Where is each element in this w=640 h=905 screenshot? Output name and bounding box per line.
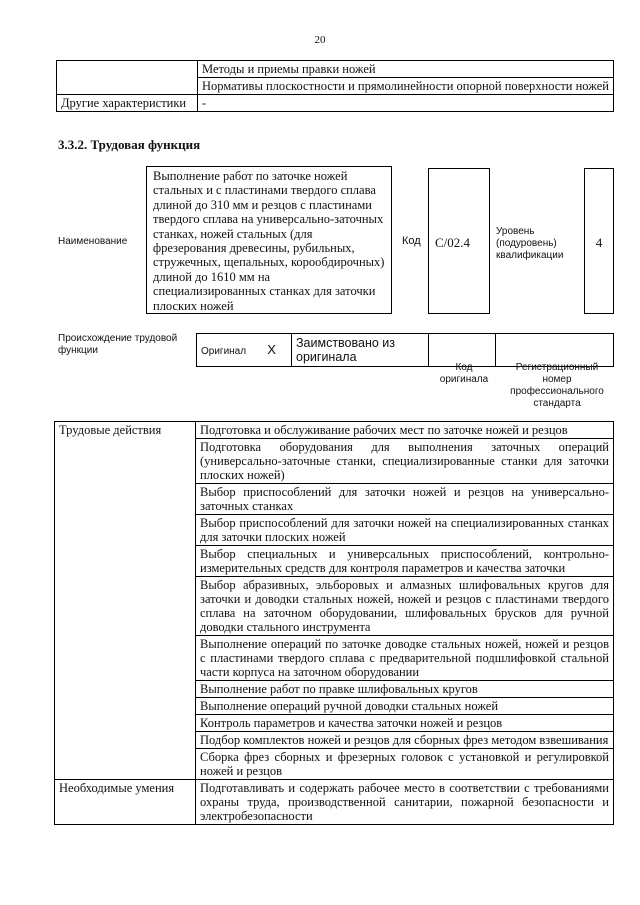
- table-row: [57, 95, 614, 112]
- function-name-box: Выполнение работ по заточке ножей стальных и с пластинами твердого сплава длиной до 310 мм и резцов с пластинами твердого сплава на универсально-заточных станках, ножей стальных (для фрезерования древесины, рубильных, стружечных, щепальных, корообдирочных) длиной до 1610 мм на специализированных станках для заточки плоских ножей: [146, 166, 392, 314]
- required-skills-item: Подготавливать и содержать рабочее место в соответствии с требованиями охраны труда, производственной санитарии, пожарной безопасности и электробезопасности: [196, 780, 614, 825]
- reg-number-label: Регистрационный номер профессионального стандарта: [510, 362, 604, 409]
- row-label-empty: [57, 61, 198, 95]
- labor-actions-item: Сборка фрез сборных и фрезерных головок с установкой и регулировкой ножей и резцов: [196, 749, 614, 780]
- table-row: [55, 780, 614, 825]
- row-label-other-characteristics: Другие характеристики: [57, 95, 198, 112]
- labor-actions-label: Трудовые действия: [55, 422, 196, 780]
- table-cell: -: [198, 95, 614, 112]
- labor-actions-item: Подбор комплектов ножей и резцов для сборных фрез методом взвешивания: [196, 732, 614, 749]
- table-cell: Нормативы плоскостности и прямолинейности опорной поверхности ножей: [198, 78, 614, 95]
- labor-actions-item: Выполнение операций по заточке доводке стальных ножей, ножей и резцов с пластинами твердого сплава с предварительной подшлифовкой стальной части корпуса на заточном оборудовании: [196, 636, 614, 681]
- level-value-box: 4: [584, 168, 614, 314]
- required-skills-label: Необходимые умения: [55, 780, 196, 825]
- labor-actions-item: Выполнение работ по правке шлифовальных кругов: [196, 681, 614, 698]
- labor-actions-item: Подготовка и обслуживание рабочих мест по заточке ножей и резцов: [196, 422, 614, 439]
- labor-actions-item: Подготовка оборудования для выполнения заточных операций (универсально-заточные станки, специализированные станки для заточки плоских ножей): [196, 439, 614, 484]
- code-label: Код: [402, 235, 421, 247]
- borrowed-label: Заимствовано из оригинала: [292, 334, 429, 367]
- table-row: [57, 61, 614, 78]
- section-title: 3.3.2. Трудовая функция: [58, 137, 201, 152]
- top-characteristics-table: [56, 60, 614, 112]
- original-label: Оригинал: [201, 345, 247, 357]
- table-row: [55, 422, 614, 439]
- labor-actions-item: Контроль параметров и качества заточки ножей и резцов: [196, 715, 614, 732]
- labor-actions-item: Выполнение операций ручной доводки стальных ножей: [196, 698, 614, 715]
- origin-label: Происхождение трудовой функции: [58, 333, 178, 356]
- code-value-box: C/02.4: [428, 168, 490, 314]
- labor-actions-item: Выбор приспособлений для заточки ножей и резцов на универсально-заточных станках: [196, 484, 614, 515]
- original-mark: X: [267, 341, 276, 357]
- level-label: Уровень (подуровень) квалификации: [496, 226, 564, 261]
- labor-actions-item: Выбор абразивных, эльборовых и алмазных шлифовальных кругов для заточки и доводки стальных ножей, ножей и резцов с пластинами твердого сплава на заточном оборудовании, шлифовальных брусков для ручной доводки стального инструмента: [196, 577, 614, 636]
- labor-actions-item: Выбор специальных и универсальных приспособлений, контрольно-измерительных средств для контроля параметров и качества заточки: [196, 546, 614, 577]
- original-cell: [197, 334, 292, 367]
- labor-actions-table: [54, 421, 614, 825]
- page-number: 20: [314, 34, 326, 46]
- table-cell: Методы и приемы правки ножей: [198, 61, 614, 78]
- name-label: Наименование: [58, 236, 128, 247]
- labor-actions-item: Выбор приспособлений для заточки ножей на специализированных станках для заточки плоских ножей: [196, 515, 614, 546]
- code-original-label: Код оригинала: [439, 362, 489, 385]
